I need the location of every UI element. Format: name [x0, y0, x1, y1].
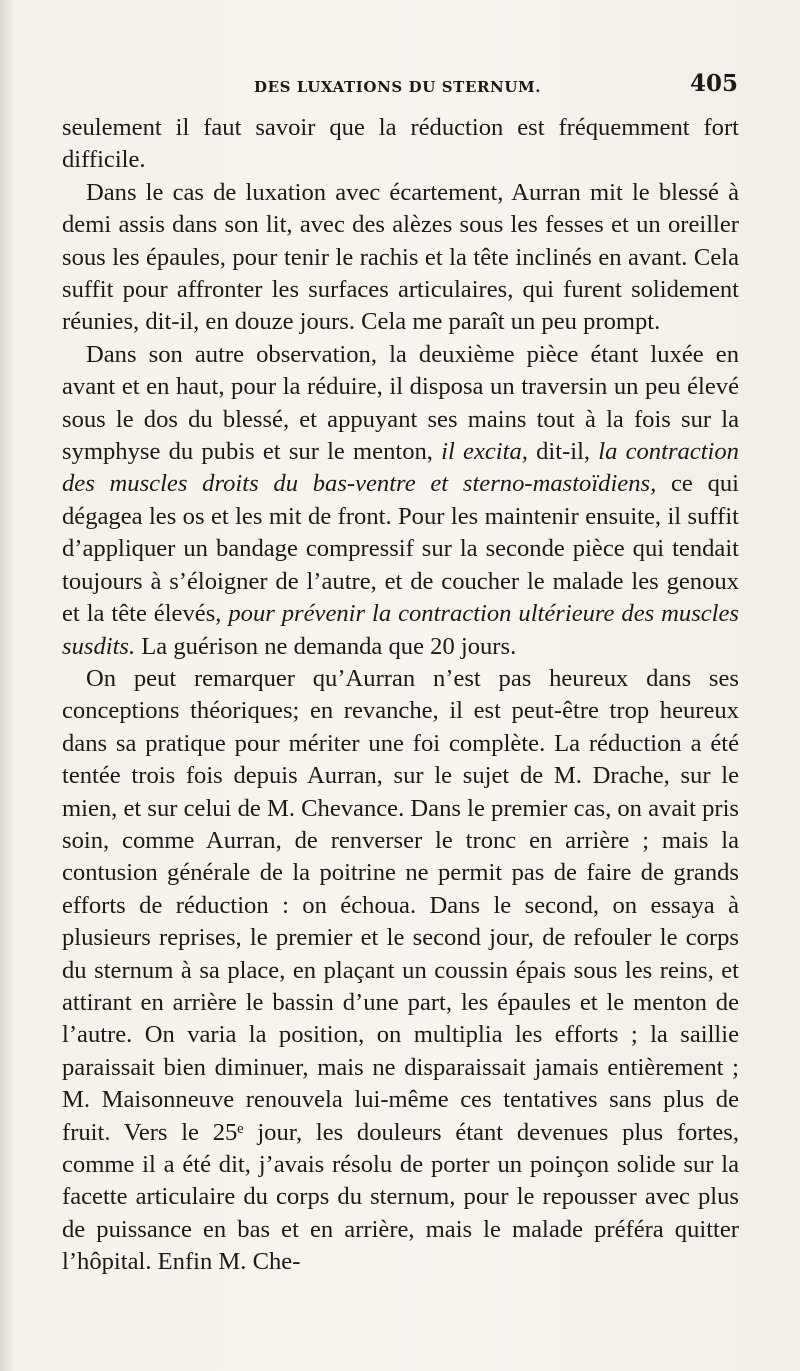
text-segment: On peut remarquer qu’Aurran n’est pas heureux dans ses conceptions théoriques; en revanche, il est peut-être trop heureux dans sa pratique pour mériter une foi complète. La réduction a été tentée trois fois depuis Aurran, sur le sujet de M. Drache, sur le mien, et sur celui de M. Chevance. Dans le premier cas, on avait pris soin, comme Aurran, de renverser le tronc en arrière ; mais la contusion générale de la poitrine ne permit pas de faire de grands efforts de réduction : on échoua. Dans le second, on essaya à plusieurs reprises, le premier et le second jour, de refouler le corps du sternum à sa place, en plaçant un coussin épais sous les reins, et attirant en arrière le bassin d’une part, les épaules et le menton de l’autre. On varia la position, on multiplia les efforts ; la saillie paraissait bien diminuer, mais ne disparaissait jamais entièrement ; M. Maisonneuve renouvela lui-même ces tentatives sans plus de fruit. Vers le 25ᵉ jour, les douleurs étant devenues plus fortes, comme il a été dit, j’avais résolu de porter un poinçon solide sur la facette articulaire du corps du sternum, pour le repousser avec plus de puissance en bas et en arrière, mais le malade préféra quitter l’hôpital. Enfin M. Che-: [62, 664, 739, 1276]
italic-quote: la contraction des muscles droits du bas-ventre et sterno-mastoïdiens,: [62, 438, 739, 498]
paragraph: [62, 663, 739, 1279]
page-number: 405: [689, 70, 738, 97]
running-title: DES LUXATIONS DU STERNUM.: [254, 78, 542, 96]
italic-quote: il excita,: [441, 438, 528, 466]
paragraph: [62, 112, 739, 177]
text-segment: seulement il faut savoir que la réduction est fréquemment fort difficile.: [62, 114, 739, 174]
italic-quote: pour prévenir la contraction ultérieure des muscles susdits.: [62, 600, 740, 660]
text-segment: dit-il,: [527, 438, 599, 466]
page-header: [62, 68, 738, 102]
text-segment: Dans son autre observation, la deuxième pièce étant luxée en avant et en haut, pour la réduire, il disposa un traversin un peu élevé sous le dos du blessé, et appuyant ses mains tout à la fois sur la symphyse du pubis et sur le menton,: [62, 340, 739, 466]
text-segment: La guérison ne demanda que 20 jours.: [135, 632, 517, 660]
text-segment: Dans le cas de luxation avec écartement, Aurran mit le blessé à demi assis dans son lit, avec des alèzes sous les fesses et un oreiller sous les épaules, pour tenir le rachis et la tête inclinés en avant. Cela suffit pour affronter les surfaces articulaires, qui furent solidement réunies, dit-il, en douze jours. Cela me paraît un peu prompt.: [62, 178, 739, 336]
paragraph: [62, 339, 739, 663]
paragraph: [62, 177, 739, 339]
body-text: [62, 112, 739, 1279]
text-segment: ce qui dégagea les os et les mit de front. Pour les maintenir ensuite, il suffit d’appliquer un bandage compressif sur la seconde pièce qui tendait toujours à s’éloigner de l’autre, et de coucher le malade les genoux et la tête élevés,: [62, 470, 740, 628]
